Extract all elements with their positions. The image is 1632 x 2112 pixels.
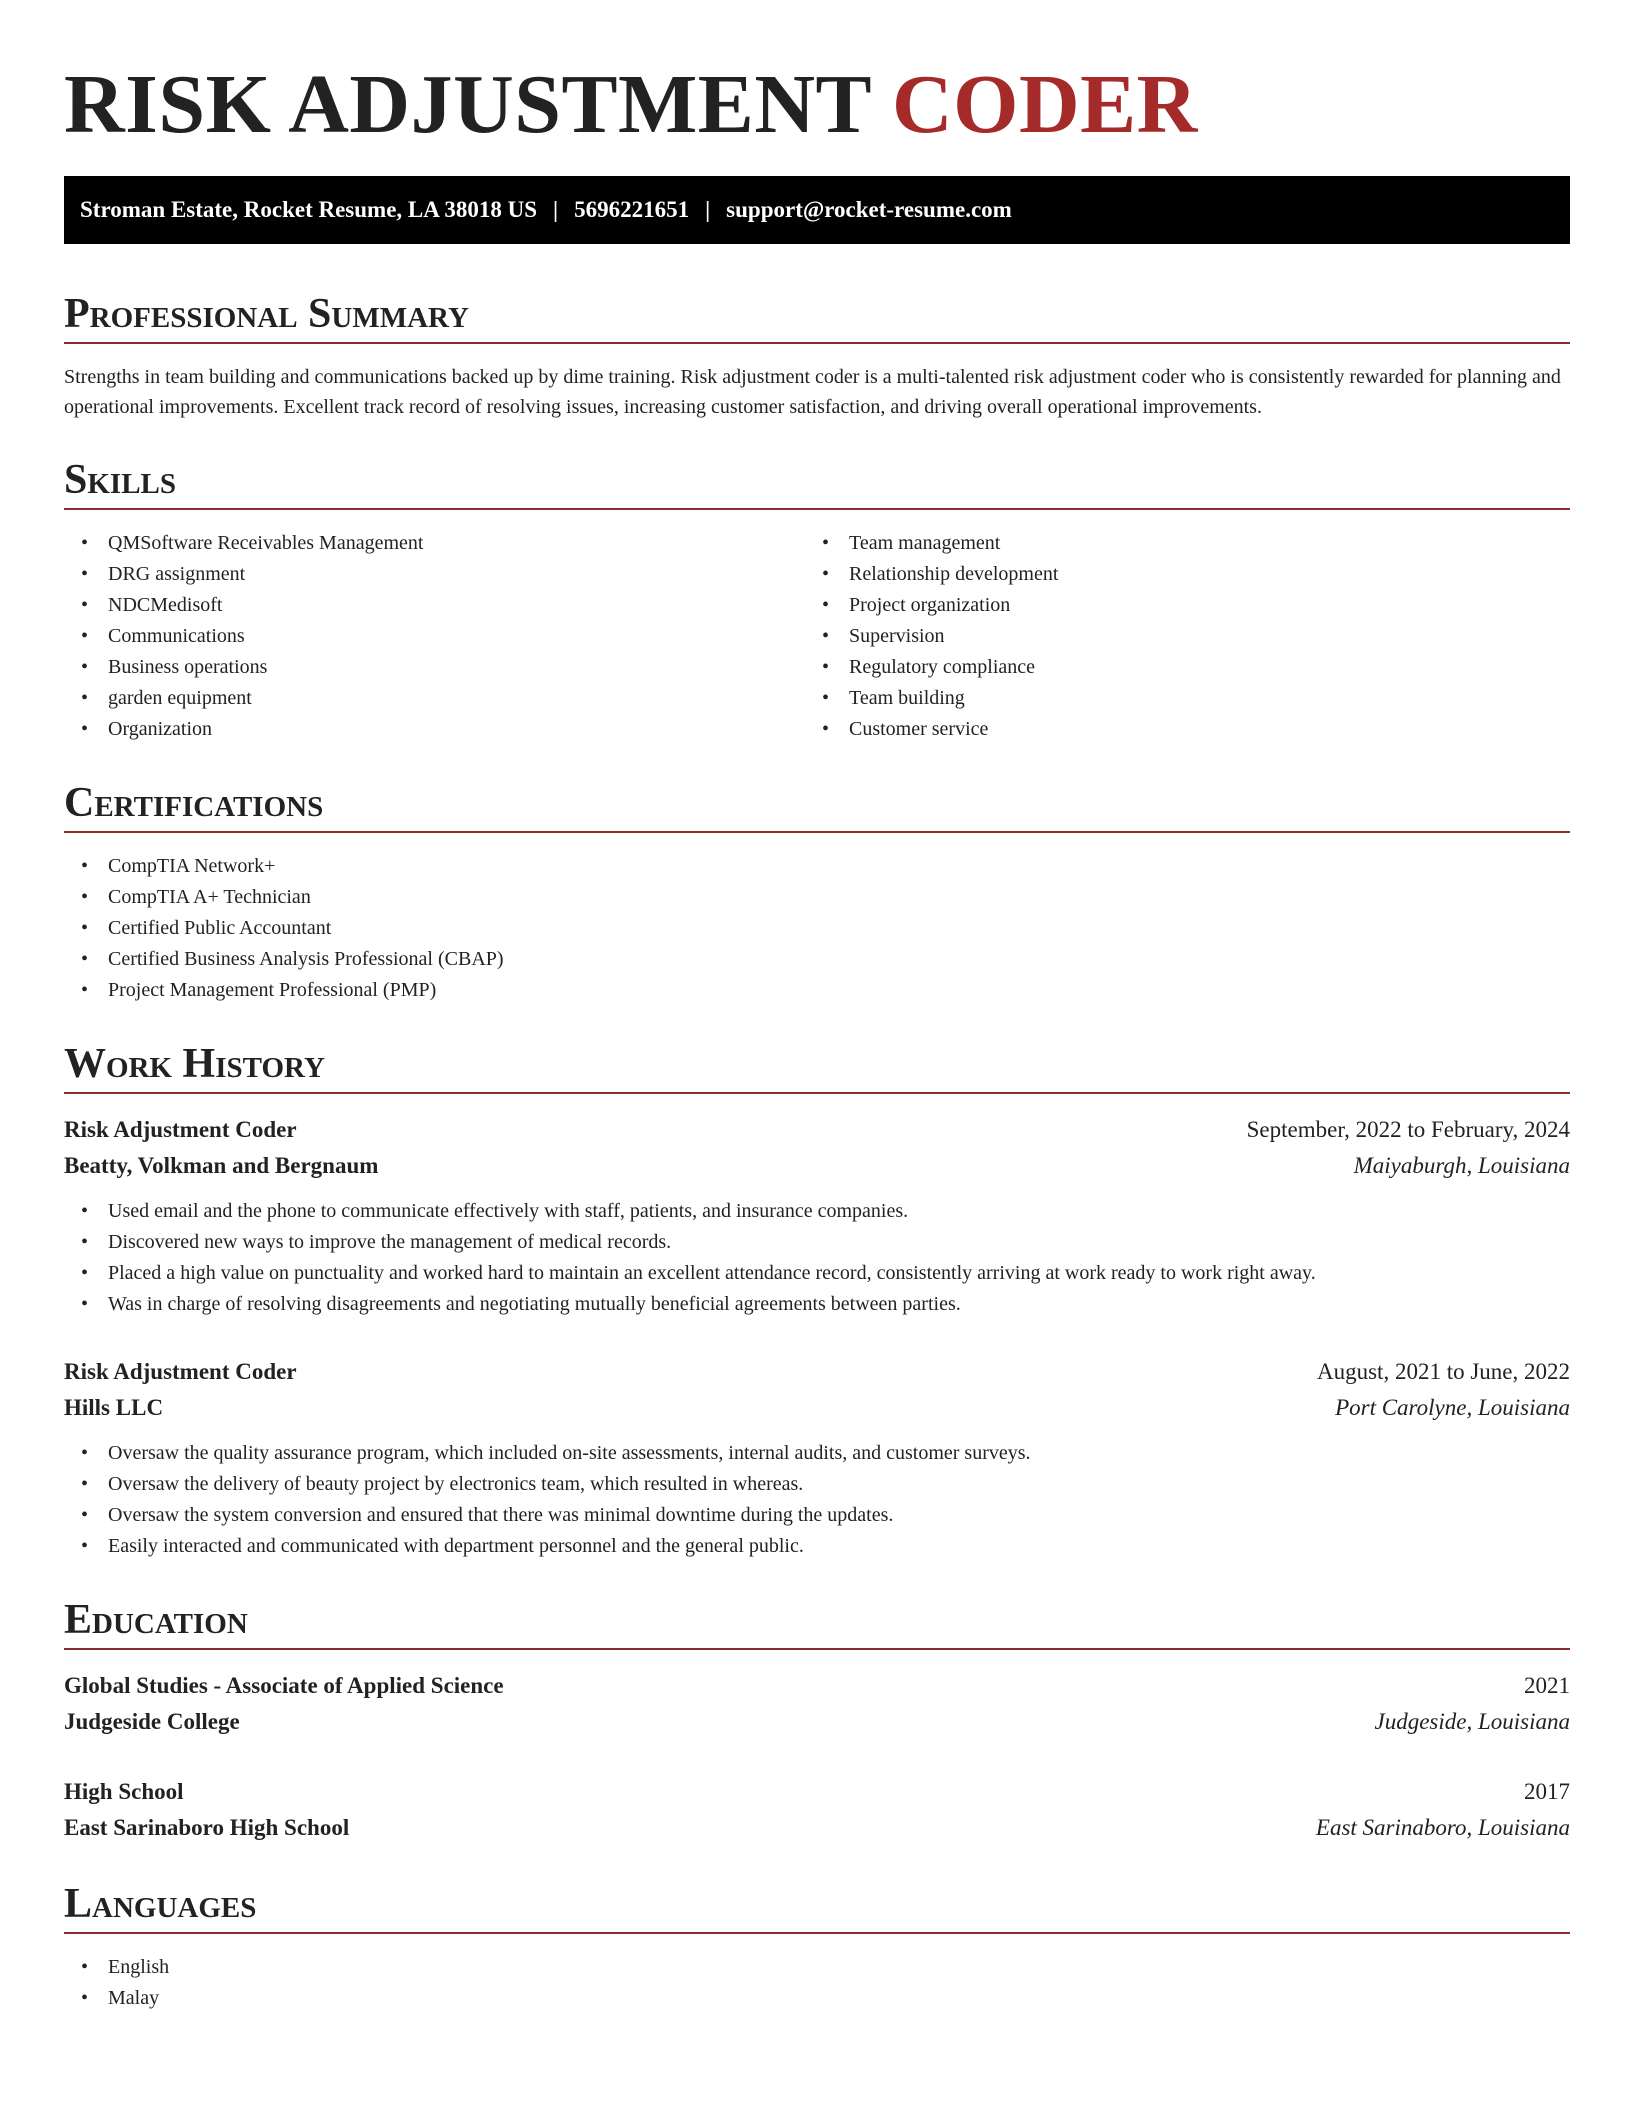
skills-right-list	[805, 528, 1546, 745]
education-year: 2021	[1524, 1673, 1570, 1698]
certification-item: • CompTIA Network+	[64, 851, 1570, 882]
languages-list	[64, 1952, 1570, 2014]
skill-item: • Relationship development	[805, 559, 1546, 590]
certifications-heading: Certifications	[64, 773, 1570, 833]
certification-item: • Certified Public Accountant	[64, 913, 1570, 944]
languages-heading: Languages	[64, 1874, 1570, 1934]
certifications-section	[64, 773, 1570, 1006]
certification-item: • CompTIA A+ Technician	[64, 882, 1570, 913]
certification-item: • Project Management Professional (PMP)	[64, 975, 1570, 1006]
skill-item: • Customer service	[805, 714, 1546, 745]
job-dates: August, 2021 to June, 2022	[1317, 1359, 1570, 1384]
contact-bar	[64, 176, 1570, 244]
contact-separator: |	[553, 197, 559, 222]
contact-phone: 5696221651	[574, 197, 690, 222]
education-location: Judgeside, Louisiana	[1374, 1709, 1570, 1734]
language-item: • Malay	[64, 1983, 1570, 2014]
skill-item: • Communications	[64, 621, 805, 652]
summary-section	[64, 284, 1570, 422]
contact-separator: |	[705, 197, 711, 222]
job-location: Maiyaburgh, Louisiana	[1353, 1153, 1570, 1178]
title-accent: CODER	[891, 58, 1198, 151]
skills-columns	[64, 528, 1570, 745]
title-main: RISK ADJUSTMENT	[64, 58, 871, 151]
education-entry	[64, 1774, 1570, 1846]
skills-left-list	[64, 528, 805, 745]
contact-address: Stroman Estate, Rocket Resume, LA 38018 US	[80, 197, 538, 222]
resume-page	[64, 0, 1570, 2014]
job-dates: September, 2022 to February, 2024	[1246, 1117, 1570, 1142]
education-school: East Sarinaboro High School	[64, 1815, 350, 1840]
job-duties-list	[64, 1438, 1570, 1562]
job-duty: • Oversaw the delivery of beauty project by electronics team, which resulted in whereas.	[64, 1469, 1570, 1500]
languages-section	[64, 1874, 1570, 2014]
skill-item: • Business operations	[64, 652, 805, 683]
certifications-list	[64, 851, 1570, 1006]
education-year: 2017	[1524, 1779, 1570, 1804]
summary-text: Strengths in team building and communications backed up by dime training. Risk adjustment coder is a multi-talented risk adjustment coder who is consistently rewarded for planning and operational improvements. Excellent track record of resolving issues, increasing customer satisfaction, and driving overall operational improvements.	[64, 366, 1561, 418]
job-location: Port Carolyne, Louisiana	[1335, 1395, 1570, 1420]
education-section	[64, 1590, 1570, 1846]
skill-item: • Supervision	[805, 621, 1546, 652]
education-degree: High School	[64, 1779, 184, 1804]
job-entry	[64, 1112, 1570, 1320]
skill-item: • Project organization	[805, 590, 1546, 621]
skill-item: • Regulatory compliance	[805, 652, 1546, 683]
job-duties-list	[64, 1196, 1570, 1320]
summary-heading: Professional Summary	[64, 284, 1570, 344]
education-entry	[64, 1668, 1570, 1740]
job-duty: • Oversaw the system conversion and ensured that there was minimal downtime during the updates.	[64, 1500, 1570, 1531]
skill-item: • NDCMedisoft	[64, 590, 805, 621]
job-duty: • Was in charge of resolving disagreements and negotiating mutually beneficial agreements between parties.	[64, 1289, 1570, 1320]
resume-title	[64, 60, 1570, 150]
job-entry	[64, 1354, 1570, 1562]
skill-item: • Team management	[805, 528, 1546, 559]
education-location: East Sarinaboro, Louisiana	[1315, 1815, 1570, 1840]
education-school: Judgeside College	[64, 1709, 240, 1734]
job-duty: • Used email and the phone to communicate effectively with staff, patients, and insurance companies.	[64, 1196, 1570, 1227]
contact-email: support@rocket-resume.com	[726, 197, 1012, 222]
skill-item: • DRG assignment	[64, 559, 805, 590]
job-title: Risk Adjustment Coder	[64, 1117, 297, 1142]
work-heading: Work History	[64, 1034, 1570, 1094]
job-title: Risk Adjustment Coder	[64, 1359, 297, 1384]
work-section	[64, 1034, 1570, 1562]
skill-item: • QMSoftware Receivables Management	[64, 528, 805, 559]
skills-heading: Skills	[64, 450, 1570, 510]
job-company: Beatty, Volkman and Bergnaum	[64, 1153, 379, 1178]
job-duty: • Oversaw the quality assurance program, which included on-site assessments, internal audits, and customer surveys.	[64, 1438, 1570, 1469]
job-duty: • Placed a high value on punctuality and worked hard to maintain an excellent attendance record, consistently arriving at work ready to work right away.	[64, 1258, 1570, 1289]
skill-item: • Team building	[805, 683, 1546, 714]
skill-item: • garden equipment	[64, 683, 805, 714]
education-degree: Global Studies - Associate of Applied Science	[64, 1673, 504, 1698]
language-item: • English	[64, 1952, 1570, 1983]
skill-item: • Organization	[64, 714, 805, 745]
job-duty: • Discovered new ways to improve the management of medical records.	[64, 1227, 1570, 1258]
education-heading: Education	[64, 1590, 1570, 1650]
job-duty: • Easily interacted and communicated with department personnel and the general public.	[64, 1531, 1570, 1562]
job-company: Hills LLC	[64, 1395, 164, 1420]
skills-section	[64, 450, 1570, 745]
certification-item: • Certified Business Analysis Professional (CBAP)	[64, 944, 1570, 975]
